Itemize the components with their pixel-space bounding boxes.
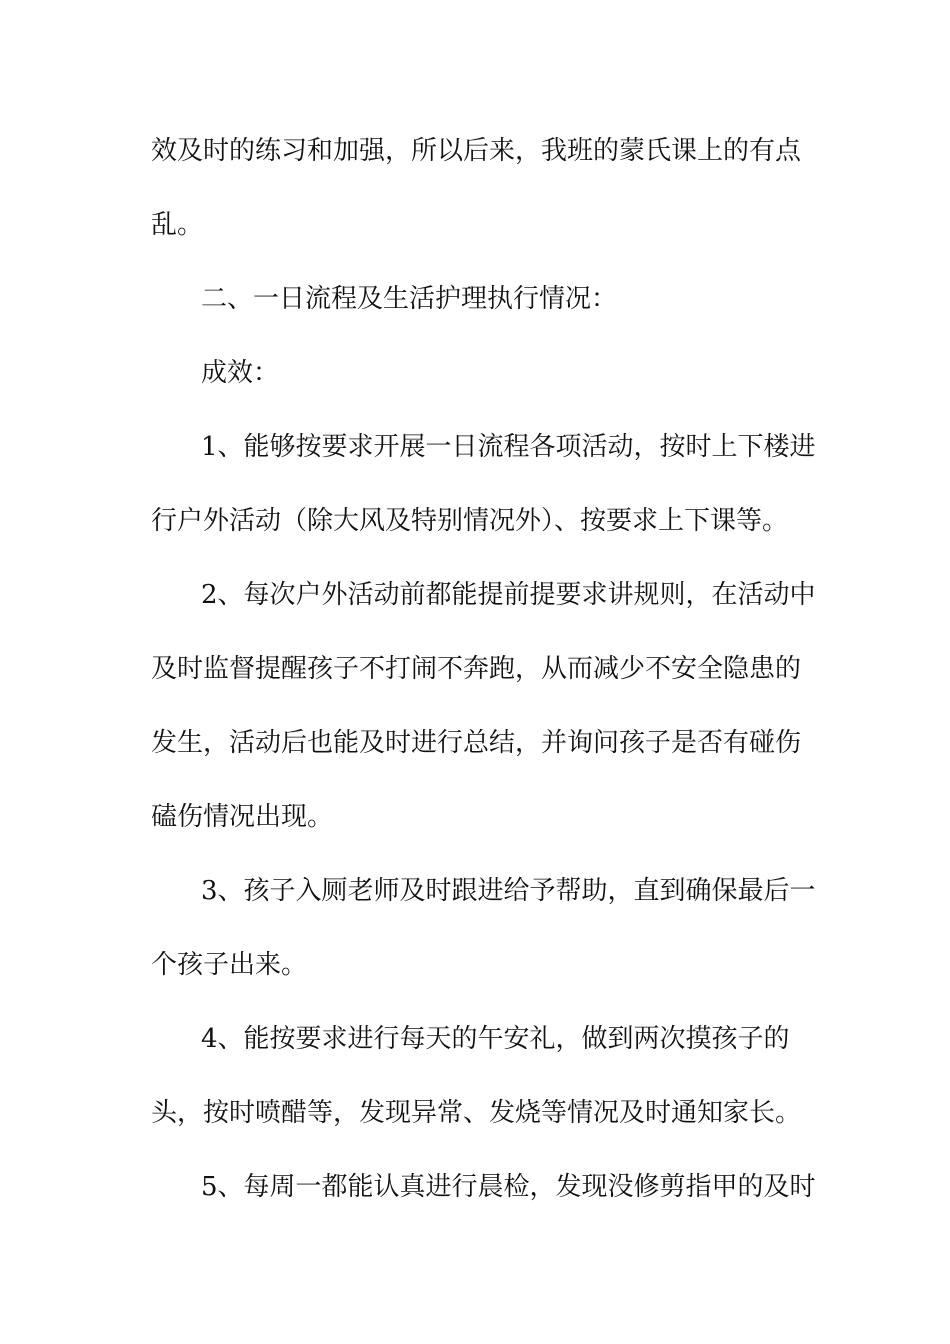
section-heading: 二、一日流程及生活护理执行情况： xyxy=(201,284,618,314)
text-line: 乱。 xyxy=(151,210,204,240)
text-line: 效及时的练习和加强，所以后来，我班的蒙氏课上的有点 xyxy=(151,136,802,166)
text-line: 2、每次户外活动前都能提前提要求讲规则，在活动中 xyxy=(201,580,816,610)
text-line: 1、能够按要求开展一日流程各项活动，按时上下楼进 xyxy=(201,432,816,462)
subheading: 成效： xyxy=(201,358,280,388)
text-line: 个孩子出来。 xyxy=(151,950,308,980)
text-line: 4、能按要求进行每天的午安礼，做到两次摸孩子的 xyxy=(201,1024,790,1054)
text-line: 头，按时喷醋等，发现异常、发烧等情况及时通知家长。 xyxy=(151,1098,802,1128)
text-line: 发生，活动后也能及时进行总结，并询问孩子是否有碰伤 xyxy=(151,728,802,758)
text-line: 磕伤情况出现。 xyxy=(151,802,334,832)
text-line: 行户外活动（除大风及特别情况外）、按要求上下课等。 xyxy=(151,506,789,536)
text-line: 3、孩子入厕老师及时跟进给予帮助，直到确保最后一 xyxy=(201,876,816,906)
text-line: 及时监督提醒孩子不打闹不奔跑，从而减少不安全隐患的 xyxy=(151,654,802,684)
text-line: 5、每周一都能认真进行晨检，发现没修剪指甲的及时 xyxy=(201,1172,816,1202)
